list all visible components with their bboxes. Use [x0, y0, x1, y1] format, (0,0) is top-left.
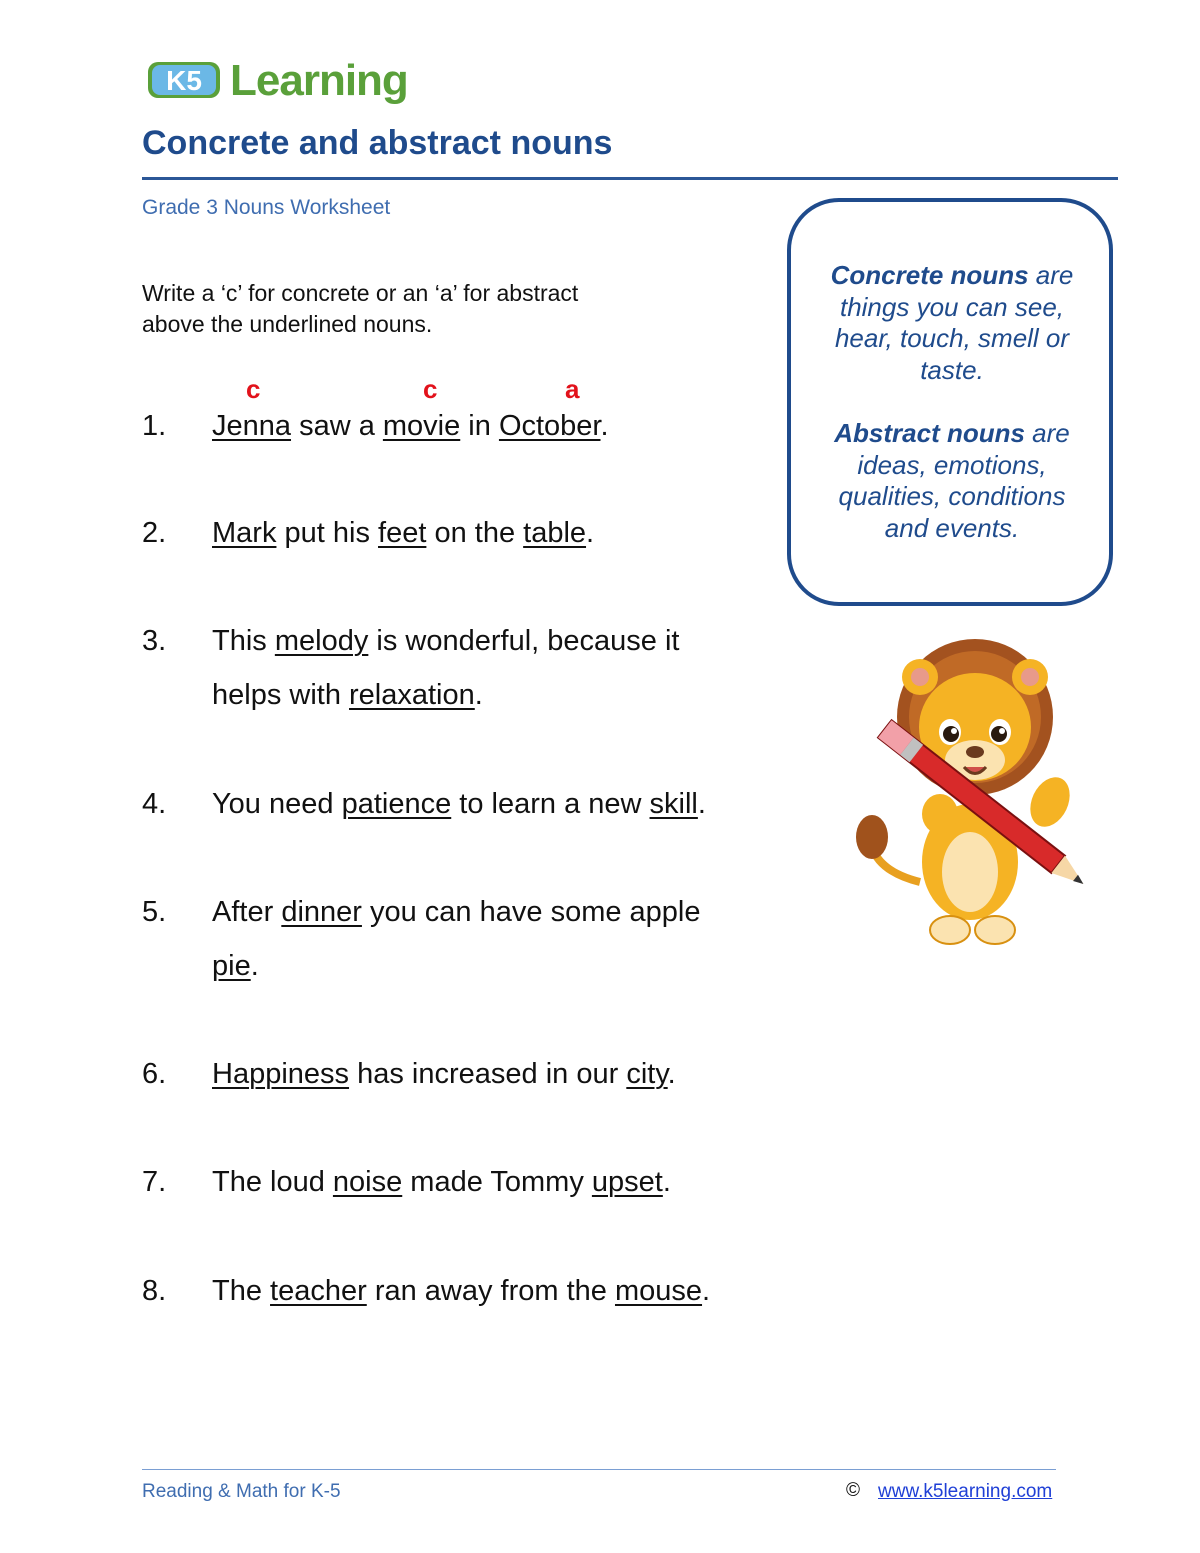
- noun-relaxation: relaxation: [349, 679, 475, 711]
- page-title: Concrete and abstract nouns: [142, 124, 613, 162]
- item-number-7: 7.: [142, 1166, 167, 1198]
- item-number-1: 1.: [142, 410, 167, 442]
- item-number-6: 6.: [142, 1058, 167, 1090]
- answer-october: a: [565, 374, 580, 404]
- website-link[interactable]: www.k5learning.com: [878, 1481, 1053, 1502]
- answer-movie: c: [423, 374, 438, 404]
- sentence-7: The loud noise made Tommy upset.: [212, 1166, 671, 1198]
- sentence-4: You need patience to learn a new skill.: [212, 788, 706, 820]
- answer-jenna: c: [246, 374, 261, 404]
- sentence-5-line-2: pie.: [212, 950, 259, 982]
- item-number-3: 3.: [142, 625, 167, 657]
- noun-table: table: [523, 517, 587, 549]
- logo-word: Learning: [230, 56, 408, 105]
- item-number-8: 8.: [142, 1275, 167, 1307]
- noun-noise: noise: [332, 1166, 403, 1198]
- instructions-line-2: above the underlined nouns.: [142, 311, 433, 337]
- noun-feet: feet: [378, 517, 427, 549]
- noun-happiness: Happiness: [212, 1058, 350, 1090]
- sentence-1: Jenna saw a movie in October.: [212, 410, 609, 442]
- item-number-2: 2.: [142, 517, 167, 549]
- noun-october: October: [498, 410, 601, 442]
- noun-movie: movie: [382, 410, 461, 442]
- page-subtitle: Grade 3 Nouns Worksheet: [142, 196, 391, 219]
- noun-pie: pie: [212, 950, 251, 982]
- title-divider: [142, 177, 1118, 180]
- abstract-term: Abstract nouns: [834, 418, 1025, 448]
- noun-melody: melody: [274, 625, 369, 657]
- abstract-definition: Abstract nouns are ideas, emotions, qualities, conditions and events.: [834, 418, 1070, 543]
- instructions: [142, 278, 702, 340]
- noun-skill: skill: [649, 788, 698, 820]
- noun-jenna: Jenna: [212, 410, 292, 442]
- lion-with-pencil-icon: [850, 632, 1100, 962]
- item-number-5: 5.: [142, 896, 167, 928]
- copyright-symbol: ©: [846, 1480, 860, 1501]
- noun-upset: upset: [591, 1166, 663, 1198]
- footer-divider: [142, 1469, 1056, 1470]
- sentence-5-line-1: After dinner you can have some apple: [212, 896, 701, 928]
- noun-mark: Mark: [212, 517, 277, 549]
- concrete-definition: Concrete nouns are things you can see, hear, touch, smell or taste.: [830, 260, 1074, 385]
- concrete-term: Concrete nouns: [830, 260, 1029, 290]
- noun-dinner: dinner: [281, 896, 362, 928]
- sentence-3-line-2: helps with relaxation.: [212, 679, 483, 711]
- noun-patience: patience: [341, 788, 452, 820]
- noun-city: city: [626, 1058, 668, 1090]
- k5-learning-logo: [146, 50, 406, 110]
- sentence-8: The teacher ran away from the mouse.: [212, 1275, 711, 1307]
- sentence-3-line-1: This melody is wonderful, because it: [212, 625, 680, 657]
- sentence-6: Happiness has increased in our city.: [212, 1058, 676, 1090]
- item-number-4: 4.: [142, 788, 167, 820]
- noun-mouse: mouse: [614, 1275, 703, 1307]
- k5-badge-icon: [146, 58, 222, 102]
- logo-badge-text: K5: [166, 65, 202, 96]
- sentence-2: Mark put his feet on the table.: [212, 517, 595, 549]
- instructions-line-1: Write a ‘c’ for concrete or an ‘a’ for abstract: [142, 280, 579, 306]
- noun-teacher: teacher: [270, 1275, 367, 1307]
- footer-tagline: Reading & Math for K-5: [142, 1481, 341, 1502]
